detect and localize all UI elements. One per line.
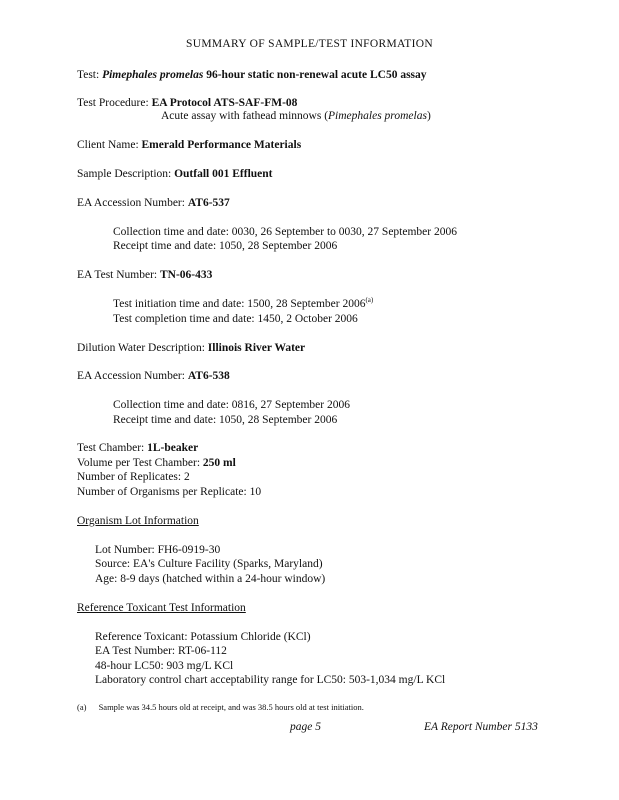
reference-heading: Reference Toxicant Test Information — [77, 602, 246, 614]
volume-label: Volume per Test Chamber: — [77, 457, 201, 469]
accession-2-collection: Collection time and date: 0816, 27 September 2006 — [113, 399, 350, 411]
procedure-note-species: Pimephales promelas — [328, 110, 427, 122]
accession-2-label: EA Accession Number: — [77, 370, 185, 382]
procedure-label: Test Procedure: — [77, 97, 149, 109]
organisms-label: Number of Organisms per Replicate: — [77, 486, 247, 498]
test-description: 96-hour static non-renewal acute LC50 assay — [206, 69, 427, 81]
test-species: Pimephales promelas — [102, 69, 204, 81]
accession-1-collection: Collection time and date: 0030, 26 September to 0030, 27 September 2006 — [113, 226, 457, 238]
volume-value: 250 ml — [202, 457, 236, 469]
sample-label: Sample Description: — [77, 168, 172, 180]
chamber-value: 1L-beaker — [147, 442, 199, 454]
chamber-line — [77, 441, 198, 455]
test-number-value: TN-06-433 — [160, 269, 213, 281]
client-value: Emerald Performance Materials — [141, 139, 302, 151]
accession-1-label: EA Accession Number: — [77, 197, 185, 209]
page-title: SUMMARY OF SAMPLE/TEST INFORMATION — [186, 38, 433, 50]
procedure-value: EA Protocol ATS-SAF-FM-08 — [151, 97, 298, 109]
test-completion: Test completion time and date: 1450, 2 October 2006 — [113, 313, 358, 325]
test-line — [77, 68, 427, 82]
test-number-label: EA Test Number: — [77, 269, 158, 281]
reference-range: Laboratory control chart acceptability range for LC50: 503-1,034 mg/L KCl — [95, 674, 446, 686]
accession-2-receipt: Receipt time and date: 1050, 28 September 2006 — [113, 414, 338, 426]
organism-lot-number: Lot Number: FH6-0919-30 — [95, 544, 221, 556]
dilution-value: Illinois River Water — [207, 342, 306, 354]
accession-2-value: AT6-538 — [187, 370, 230, 382]
footnote-marker: (a) — [77, 702, 87, 712]
replicates-line — [77, 470, 190, 484]
test-label: Test: — [77, 69, 100, 81]
reference-test-number: EA Test Number: RT-06-112 — [95, 645, 227, 657]
footnote — [77, 700, 364, 714]
client-label: Client Name: — [77, 139, 139, 151]
organisms-value: 10 — [249, 486, 262, 498]
footnote-ref: (a) — [365, 296, 374, 305]
footnote-text: Sample was 34.5 hours old at receipt, and was 38.5 hours old at test initiation. — [98, 702, 364, 712]
accession-1-receipt: Receipt time and date: 1050, 28 September 2006 — [113, 240, 338, 252]
organisms-line — [77, 485, 261, 499]
sample-value: Outfall 001 Effluent — [174, 168, 273, 180]
procedure-line — [77, 96, 297, 110]
replicates-label: Number of Replicates: — [77, 471, 182, 483]
client-line — [77, 138, 301, 152]
test-number-line — [77, 268, 212, 282]
organism-lot-heading: Organism Lot Information — [77, 515, 199, 527]
reference-toxicant: Reference Toxicant: Potassium Chloride (KCl) — [95, 631, 311, 643]
report-number: EA Report Number 5133 — [424, 721, 538, 733]
chamber-label: Test Chamber: — [77, 442, 145, 454]
procedure-note: Acute assay with fathead minnows (Pimephales promelas) — [161, 110, 431, 122]
organism-age: Age: 8-9 days (hatched within a 24-hour window) — [95, 573, 326, 585]
test-initiation: Test initiation time and date: 1500, 28 September 2006$^{(a)}$ — [113, 296, 374, 310]
dilution-line — [77, 341, 305, 355]
page-number: page 5 — [290, 721, 321, 733]
accession-2-line — [77, 369, 230, 383]
accession-1-line — [77, 196, 230, 210]
sample-line — [77, 167, 272, 181]
volume-line — [77, 456, 236, 470]
dilution-label: Dilution Water Description: — [77, 342, 205, 354]
reference-lc50: 48-hour LC50: 903 mg/L KCl — [95, 660, 234, 672]
replicates-value: 2 — [183, 471, 190, 483]
accession-1-value: AT6-537 — [187, 197, 230, 209]
organism-source: Source: EA's Culture Facility (Sparks, Maryland) — [95, 558, 323, 570]
